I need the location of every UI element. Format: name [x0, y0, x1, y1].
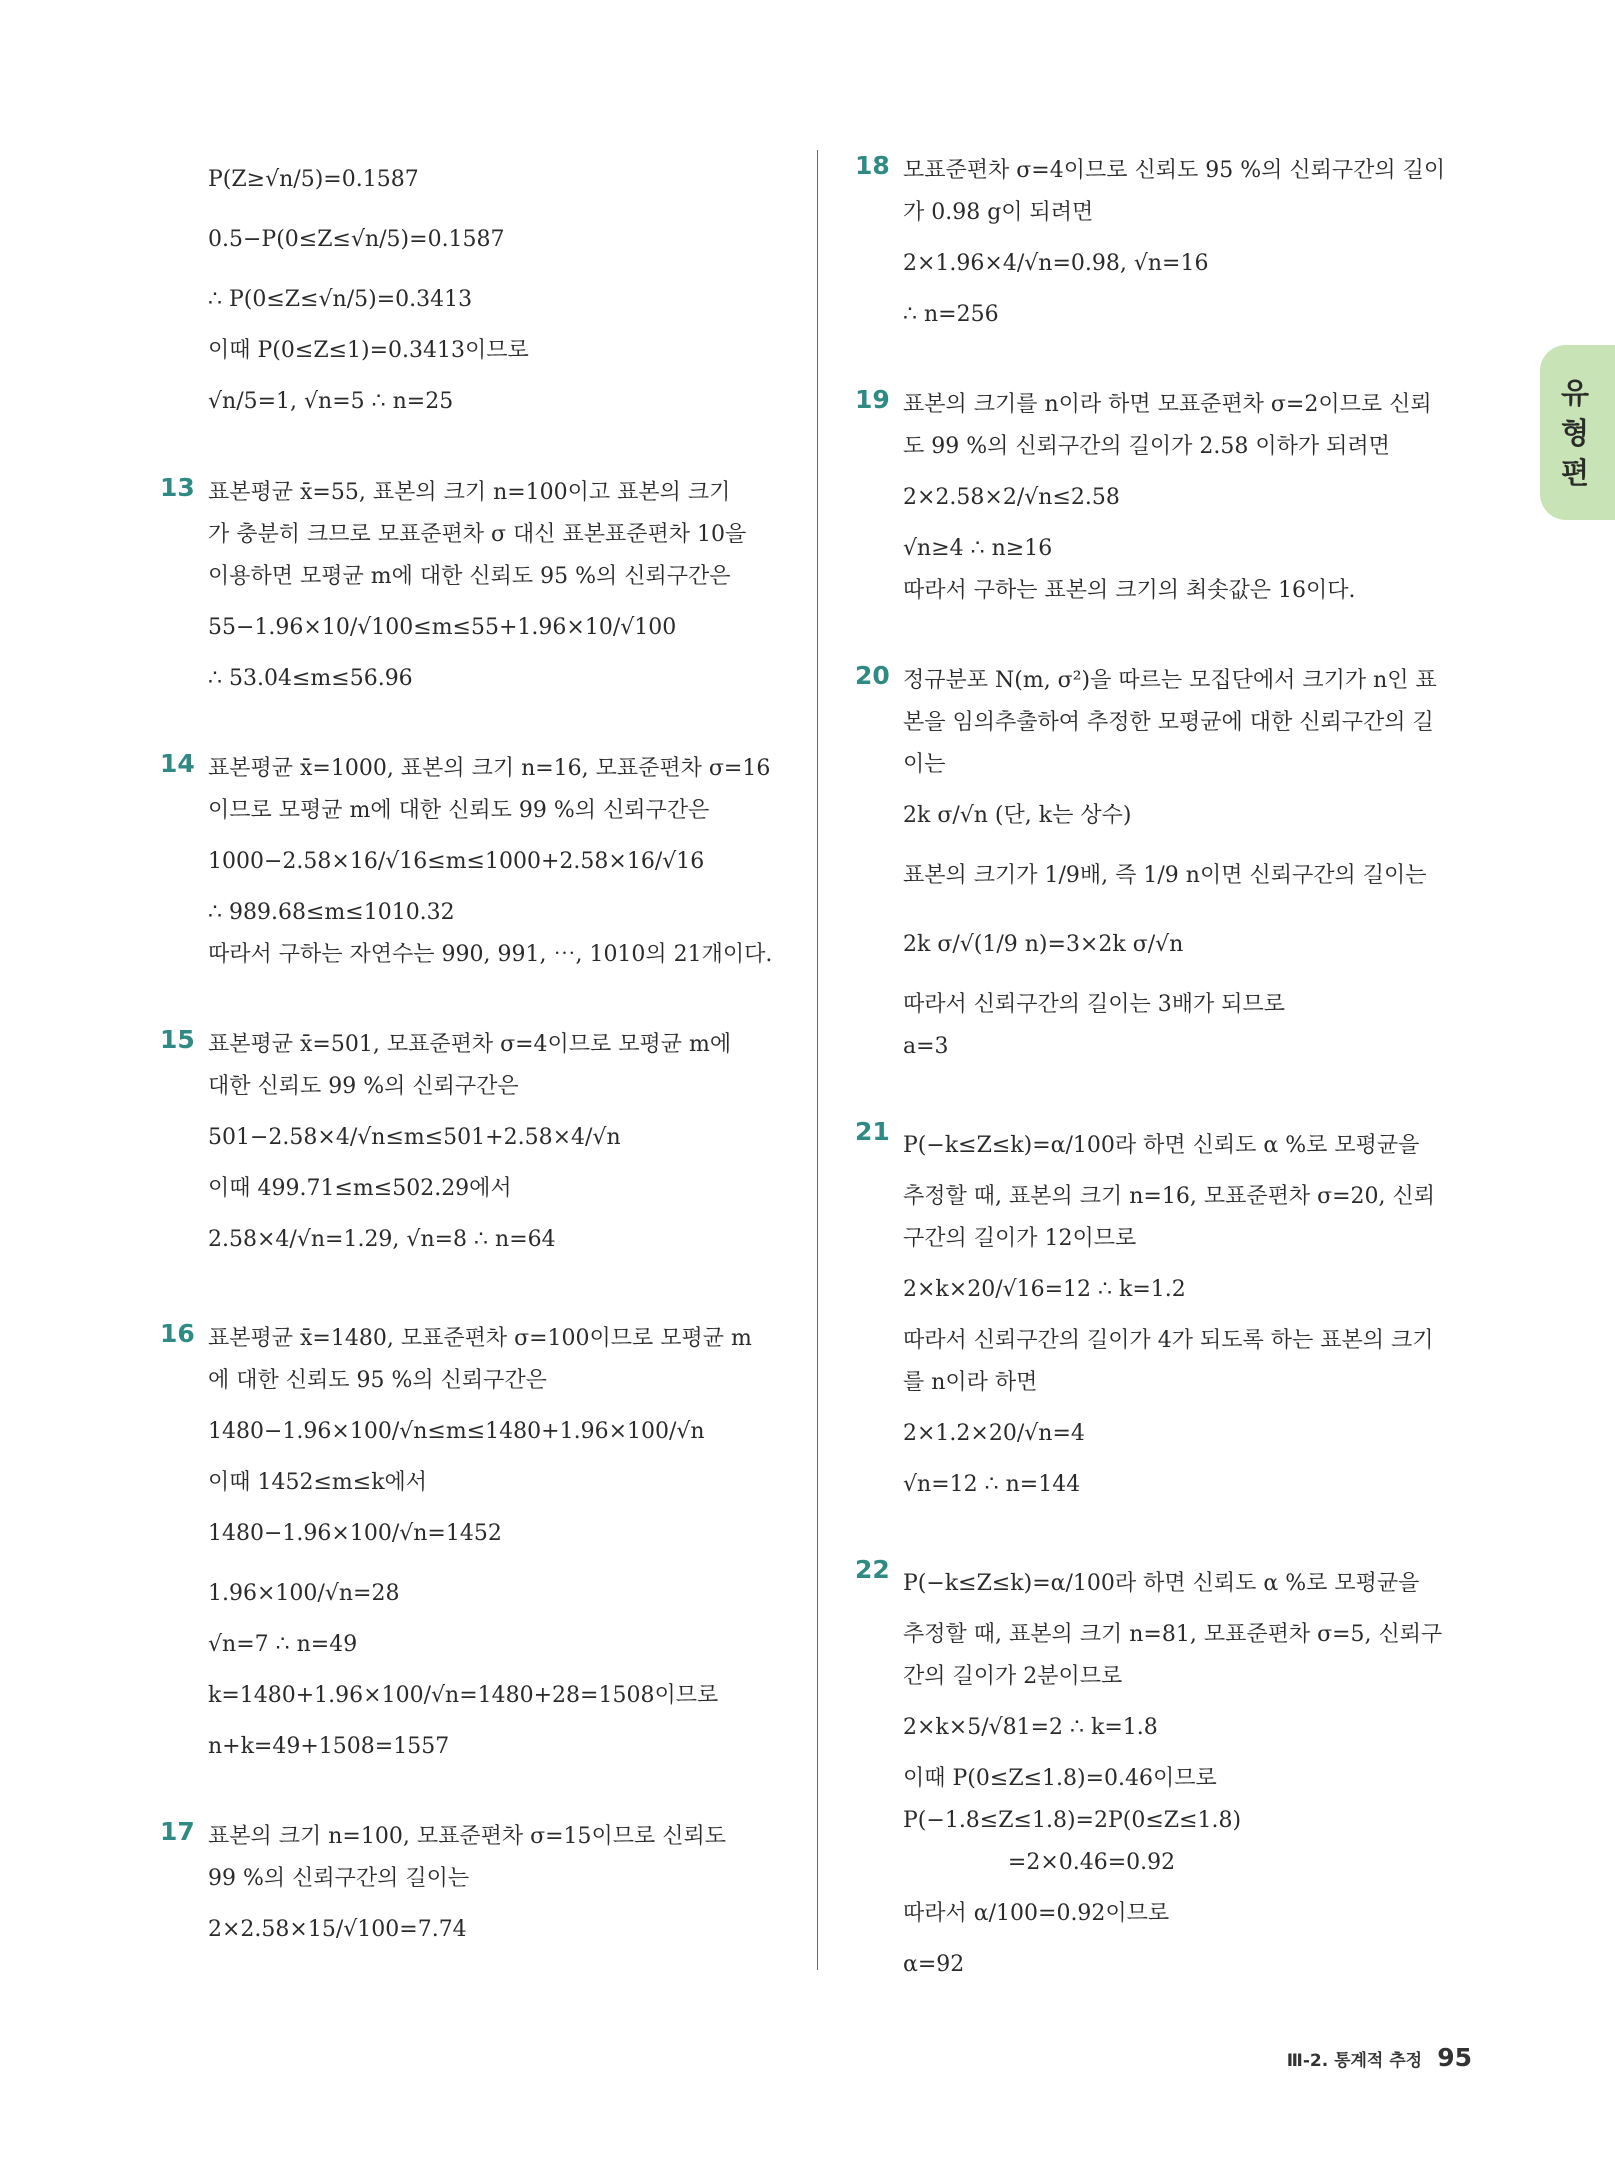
solution-line: 1.96×100/√n=28: [208, 1581, 400, 1606]
solution-line: 1480−1.96×100/√n≤m≤1480+1.96×100/√n: [208, 1419, 705, 1444]
solution-line: 2k σ/√(1/9 n)=3×2k σ/√n: [903, 932, 1184, 957]
solution-line: 1480−1.96×100/√n=1452: [208, 1521, 502, 1546]
solution-line: 본을 임의추출하여 추정한 모평균에 대한 신뢰구간의 길: [903, 710, 1434, 735]
solution-line: 추정할 때, 표본의 크기 n=81, 모표준편차 σ=5, 신뢰구: [903, 1622, 1443, 1647]
solution-line: 표본평균 x̄=1480, 모표준편차 σ=100이므로 모평균 m: [208, 1326, 752, 1351]
solution-19: [855, 384, 1475, 612]
footer-section-title: Ⅲ-2. 통계적 추정: [1286, 2051, 1423, 2071]
solution-line: α=92: [903, 1952, 965, 1977]
solution-line: 0.5−P(0≤Z≤√n/5)=0.1587: [208, 227, 505, 252]
solution-line: 에 대한 신뢰도 95 %의 신뢰구간은: [208, 1368, 547, 1393]
side-tab-label: 유 형 편: [1560, 376, 1589, 490]
problem-number: 22: [855, 1555, 890, 1584]
solution-line: 표본의 크기 n=100, 모표준편차 σ=15이므로 신뢰도: [208, 1824, 727, 1849]
solution-line: n+k=49+1508=1557: [208, 1734, 450, 1759]
solution-18: [855, 150, 1475, 336]
solution-line: P(−1.8≤Z≤1.8)=2P(0≤Z≤1.8): [903, 1808, 1242, 1833]
solution-15: [160, 1024, 800, 1270]
problem-number: 19: [855, 385, 890, 414]
problem-number: 15: [160, 1025, 195, 1054]
solution-line: 모표준편차 σ=4이므로 신뢰도 95 %의 신뢰구간의 길이: [903, 158, 1446, 183]
solution-line: 따라서 구하는 표본의 크기의 최솟값은 16이다.: [903, 578, 1356, 603]
left-column: [160, 150, 800, 2008]
solution-14: [160, 748, 800, 976]
solution-line: P(Z≥√n/5)=0.1587: [208, 167, 419, 192]
solution-line: 표본평균 x̄=55, 표본의 크기 n=100이고 표본의 크기: [208, 480, 731, 505]
solution-line: 2×1.2×20/√n=4: [903, 1421, 1085, 1446]
page-footer: [1287, 2043, 1472, 2072]
solution-line: 가 충분히 크므로 모표준편차 σ 대신 표본표준편차 10을: [208, 522, 747, 547]
solution-line: √n≥4 ∴ n≥16: [903, 536, 1053, 561]
solution-line: 추정할 때, 표본의 크기 n=16, 모표준편차 σ=20, 신뢰: [903, 1184, 1436, 1209]
solution-line: 표본의 크기를 n이라 하면 모표준편차 σ=2이므로 신뢰: [903, 392, 1432, 417]
solution-line: P(−k≤Z≤k)=α/100라 하면 신뢰도 α %로 모평균을: [903, 1571, 1420, 1596]
solution-line: 이때 499.71≤m≤502.29에서: [208, 1176, 512, 1201]
problem-number: 21: [855, 1117, 890, 1146]
solution-line: √n/5=1, √n=5 ∴ n=25: [208, 389, 454, 414]
solution-line: 이때 P(0≤Z≤1)=0.3413이므로: [208, 338, 529, 363]
solution-line: 따라서 신뢰구간의 길이는 3배가 되므로: [903, 992, 1286, 1017]
solution-line: 2×1.96×4/√n=0.98, √n=16: [903, 251, 1209, 276]
solution-line: 도 99 %의 신뢰구간의 길이가 2.58 이하가 되려면: [903, 434, 1390, 459]
solution-line: 간의 길이가 2분이므로: [903, 1664, 1123, 1689]
solution-line: 따라서 구하는 자연수는 990, 991, ⋯, 1010의 21개이다.: [208, 942, 773, 967]
solution-line: a=3: [903, 1034, 949, 1059]
solution-line: 대한 신뢰도 99 %의 신뢰구간은: [208, 1074, 519, 1099]
solution-line: 따라서 α/100=0.92이므로: [903, 1901, 1170, 1926]
solution-line: √n=7 ∴ n=49: [208, 1632, 358, 1657]
solution-line: 구간의 길이가 12이므로: [903, 1226, 1137, 1251]
solution-12-continued: [160, 150, 800, 432]
problem-number: 17: [160, 1817, 195, 1846]
solution-line: 2×k×20/√16=12 ∴ k=1.2: [903, 1277, 1186, 1302]
solution-line: P(−k≤Z≤k)=α/100라 하면 신뢰도 α %로 모평균을: [903, 1133, 1420, 1158]
solution-17: [160, 1816, 800, 1960]
solution-line: k=1480+1.96×100/√n=1480+28=1508이므로: [208, 1683, 719, 1708]
solution-20: [855, 660, 1475, 1068]
solution-line: 2.58×4/√n=1.29, √n=8 ∴ n=64: [208, 1227, 556, 1252]
solution-line: 가 0.98 g이 되려면: [903, 200, 1094, 225]
column-divider: [817, 150, 818, 1970]
solution-22: [855, 1554, 1475, 1986]
solution-line: 2×2.58×2/√n≤2.58: [903, 485, 1120, 510]
solution-line: 이므로 모평균 m에 대한 신뢰도 99 %의 신뢰구간은: [208, 798, 710, 823]
solution-16: [160, 1318, 800, 1768]
solution-line: √n=12 ∴ n=144: [903, 1472, 1081, 1497]
solution-line: 2×2.58×15/√100=7.74: [208, 1917, 467, 1942]
solution-line: 이는: [903, 752, 946, 777]
solution-line: 501−2.58×4/√n≤m≤501+2.58×4/√n: [208, 1125, 621, 1150]
solution-line: =2×0.46=0.92: [903, 1850, 1176, 1875]
solution-13: [160, 472, 800, 700]
solution-line: 를 n이라 하면: [903, 1370, 1038, 1395]
solution-line: 2k σ/√n (단, k는 상수): [903, 803, 1132, 828]
solution-line: ∴ 989.68≤m≤1010.32: [208, 900, 455, 925]
solution-line: ∴ n=256: [903, 302, 999, 327]
solution-line: ∴ 53.04≤m≤56.96: [208, 666, 413, 691]
problem-number: 16: [160, 1319, 195, 1348]
right-column: [855, 150, 1475, 2034]
solution-line: 1000−2.58×16/√16≤m≤1000+2.58×16/√16: [208, 849, 705, 874]
solution-line: 이용하면 모평균 m에 대한 신뢰도 95 %의 신뢰구간은: [208, 564, 731, 589]
solution-line: 따라서 신뢰구간의 길이가 4가 되도록 하는 표본의 크기: [903, 1328, 1434, 1353]
solution-line: 이때 P(0≤Z≤1.8)=0.46이므로: [903, 1766, 1217, 1791]
solution-line: 표본의 크기가 1/9배, 즉 1/9 n이면 신뢰구간의 길이는: [903, 863, 1427, 888]
solution-line: 정규분포 N(m, σ²)을 따르는 모집단에서 크기가 n인 표: [903, 668, 1437, 693]
solution-line: 55−1.96×10/√100≤m≤55+1.96×10/√100: [208, 615, 677, 640]
page-number: 95: [1437, 2043, 1472, 2072]
problem-number: 18: [855, 151, 890, 180]
problem-number: 14: [160, 749, 195, 778]
solution-line: 2×k×5/√81=2 ∴ k=1.8: [903, 1715, 1158, 1740]
solution-line: ∴ P(0≤Z≤√n/5)=0.3413: [208, 287, 473, 312]
solution-line: 99 %의 신뢰구간의 길이는: [208, 1866, 470, 1891]
problem-number: 20: [855, 661, 890, 690]
solution-21: [855, 1116, 1475, 1506]
solution-line: 표본평균 x̄=1000, 표본의 크기 n=16, 모표준편차 σ=16: [208, 756, 771, 781]
solution-line: 표본평균 x̄=501, 모표준편차 σ=4이므로 모평균 m에: [208, 1032, 732, 1057]
solution-line: 이때 1452≤m≤k에서: [208, 1470, 428, 1495]
problem-number: 13: [160, 473, 195, 502]
